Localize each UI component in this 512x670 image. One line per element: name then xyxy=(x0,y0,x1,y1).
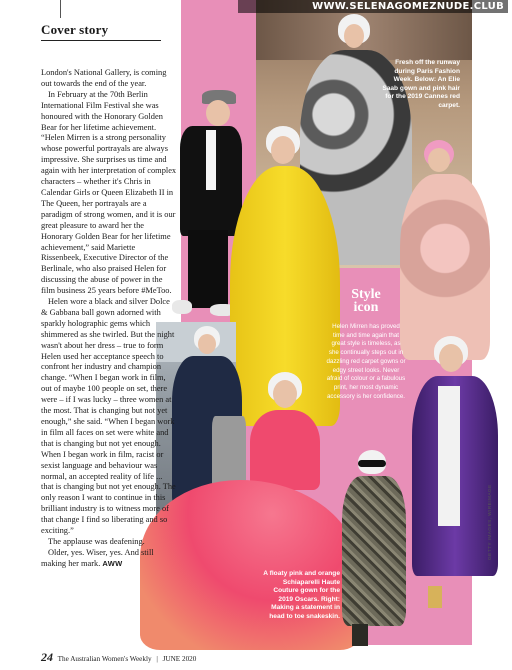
style-icon-heading-line2: icon xyxy=(353,300,379,315)
black-trousers xyxy=(188,230,228,308)
photo-pink-gown xyxy=(390,140,500,360)
white-shirt xyxy=(206,130,216,190)
page-number: 24 xyxy=(41,650,53,664)
article-closing xyxy=(41,548,177,570)
footer-separator: | xyxy=(156,655,158,663)
metallic-shoe xyxy=(428,586,442,608)
article-paragraph: In February at the 70th Berlin International Film Festival she was honoured with the Honorary Golden Bear for her lifetime achievement. “Helen Mirren is a strong personality whose powerful portrayals are always impressive. She surprises us time and again with her interpretation of complex characters – whether it's Chris in Calendar Girls or Queen Elizabeth II in The Queen, her portrayals are a paradigm of strong women, and it is our great pleasure to award her the Honorary Golden Bear for her lifetime achievement,” said Mariette Rissenbeek, Executive Director of the Berlinale, who also praised Helen for discussing the abuse of power in the film business 25 years before #MeToo. xyxy=(41,89,177,296)
figure-face xyxy=(273,380,297,408)
figure-face xyxy=(271,136,295,164)
sunglasses-icon xyxy=(358,460,386,467)
article-paragraph: London's National Gallery, is coming out towards the end of the year. xyxy=(41,68,167,88)
style-icon-heading-line1: Style xyxy=(351,287,381,302)
snakeskin-boot xyxy=(352,624,368,646)
header-divider xyxy=(60,0,61,18)
figure-face xyxy=(428,148,450,172)
snakeskin-dress xyxy=(342,476,406,626)
section-title: Cover story xyxy=(41,22,109,37)
issue-date: JUNE 2020 xyxy=(162,655,197,663)
article-paragraph: The applause was deafening. xyxy=(48,536,145,546)
article-paragraph: Older, yes. Wiser, yes. And still making her mark. xyxy=(41,547,154,568)
section-underline xyxy=(41,40,161,41)
signoff: AWW xyxy=(102,558,123,568)
watermark: WWW.SELENAGOMEZNUDE.CLUB xyxy=(238,0,508,13)
publication-name: The Australian Women's Weekly xyxy=(57,655,152,663)
caption-top-right: Fresh off the runway during Paris Fashion Week. Below: An Elie Saab gown and pink hair for the 2019 Cannes red carpet. xyxy=(382,59,460,109)
style-icon-heading xyxy=(329,288,403,314)
figure-face xyxy=(206,100,230,126)
figure-face xyxy=(344,24,364,48)
white-dress xyxy=(438,386,460,526)
photo-snakeskin xyxy=(334,448,414,648)
coral-bodice xyxy=(250,410,320,490)
figure-face xyxy=(198,334,216,354)
photo-credit: GETTY IMAGES, WIREIMAGE xyxy=(488,484,493,560)
style-icon-text: Helen Mirren has proved time and time again that great style is timeless, as she continually steps out in dazzling red carpet gowns or edgy street looks. Never afraid of colour or a fabulous print, her most dynamic accessory is her confidence. xyxy=(326,323,406,400)
figure-face xyxy=(439,344,463,372)
embellished-gown xyxy=(400,174,490,360)
article-body xyxy=(41,68,177,570)
caption-bottom: A floaty pink and orange Schiaparelli Haute Couture gown for the 2019 Oscars. Right: Making a statement in head to toe snakeskin. xyxy=(263,570,340,620)
page-footer xyxy=(41,650,196,665)
article-paragraph: Helen wore a black and silver Dolce & Gabbana ball gown adorned with sparkly holographic gems which shimmered as she twirled. But the night wasn't about her dress – true to form Helen used her acceptance speech to confront her industry and champion change. “When I began work in film, out of maybe 100 people on set, there were – if I was lucky – three women at the most. That is changing but not yet enough,” she said. “When I began work in film all faces on set were white and that is changing but not yet enough. When I began work in film, racist or sexist language and behaviour was normal, an accepted reality of life ... that is changing but not yet enough. The only reason I want to continue in this brilliant industry is to witness more of that change I find so liberating and so exciting.” xyxy=(41,297,176,536)
